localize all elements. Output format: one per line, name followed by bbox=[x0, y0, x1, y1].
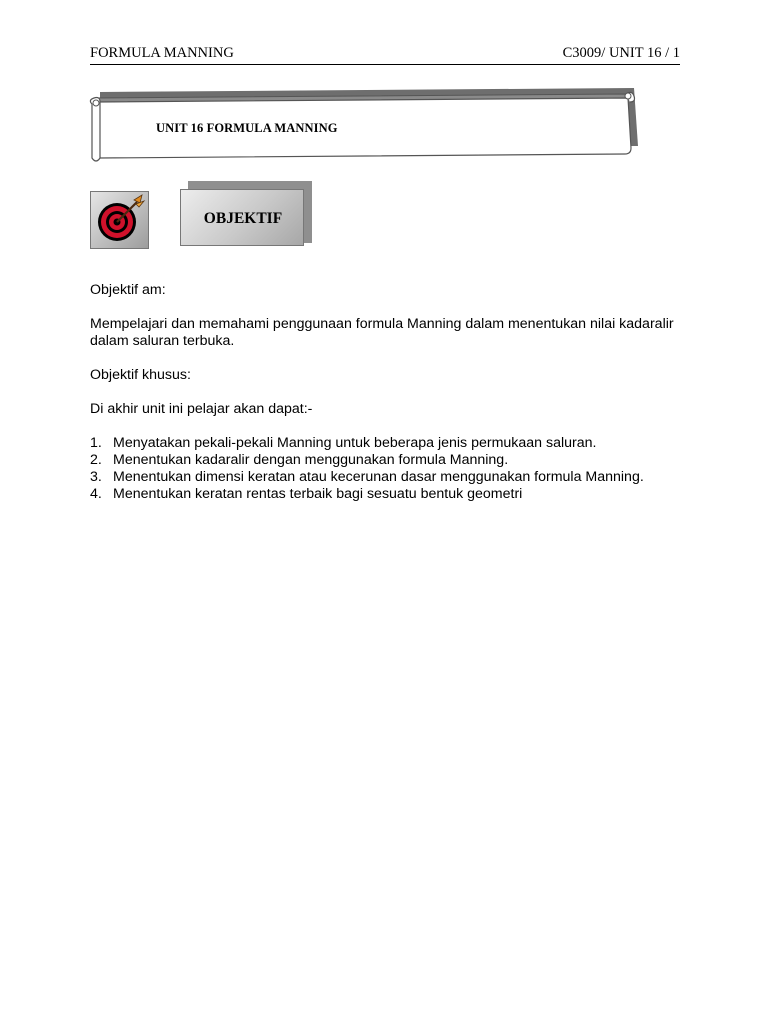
list-item-text: Menentukan keratan rentas terbaik bagi sesuatu bentuk geometri bbox=[113, 486, 523, 502]
list-item bbox=[90, 486, 700, 503]
list-item-text: Menyatakan pekali-pekali Manning untuk beberapa jenis permukaan saluran. bbox=[113, 435, 597, 451]
general-objective-heading: Objektif am: bbox=[90, 282, 166, 298]
objectives-content bbox=[90, 282, 700, 503]
list-item bbox=[90, 452, 700, 469]
general-objective-text: Mempelajari dan memahami penggunaan formula Manning dalam menentukan nilai kadaralir dalam saluran terbuka. bbox=[90, 316, 674, 349]
specific-objective-heading: Objektif khusus: bbox=[90, 367, 191, 383]
page-header bbox=[90, 44, 680, 65]
header-title: FORMULA MANNING bbox=[90, 45, 234, 61]
list-item bbox=[90, 469, 700, 486]
list-item-number: 3. bbox=[90, 469, 102, 485]
list-item-number: 1. bbox=[90, 435, 102, 451]
objektif-badge-face bbox=[180, 189, 304, 246]
list-item-number: 4. bbox=[90, 486, 102, 502]
objektif-badge bbox=[178, 181, 314, 249]
target-arrow-icon bbox=[90, 191, 149, 249]
header-page-code: C3009/ UNIT 16 / 1 bbox=[562, 45, 680, 61]
list-item-text: Menentukan dimensi keratan atau kecerunan dasar menggunakan formula Manning. bbox=[113, 469, 644, 485]
objectives-intro: Di akhir unit ini pelajar akan dapat:- bbox=[90, 401, 313, 417]
list-item-number: 2. bbox=[90, 452, 102, 468]
objectives-list bbox=[90, 435, 700, 503]
objektif-label: OBJEKTIF bbox=[203, 210, 283, 227]
unit-title-banner bbox=[86, 84, 646, 164]
list-item-text: Menentukan kadaralir dengan menggunakan formula Manning. bbox=[113, 452, 509, 468]
list-item bbox=[90, 435, 700, 452]
unit-title: UNIT 16 FORMULA MANNING bbox=[156, 121, 338, 135]
